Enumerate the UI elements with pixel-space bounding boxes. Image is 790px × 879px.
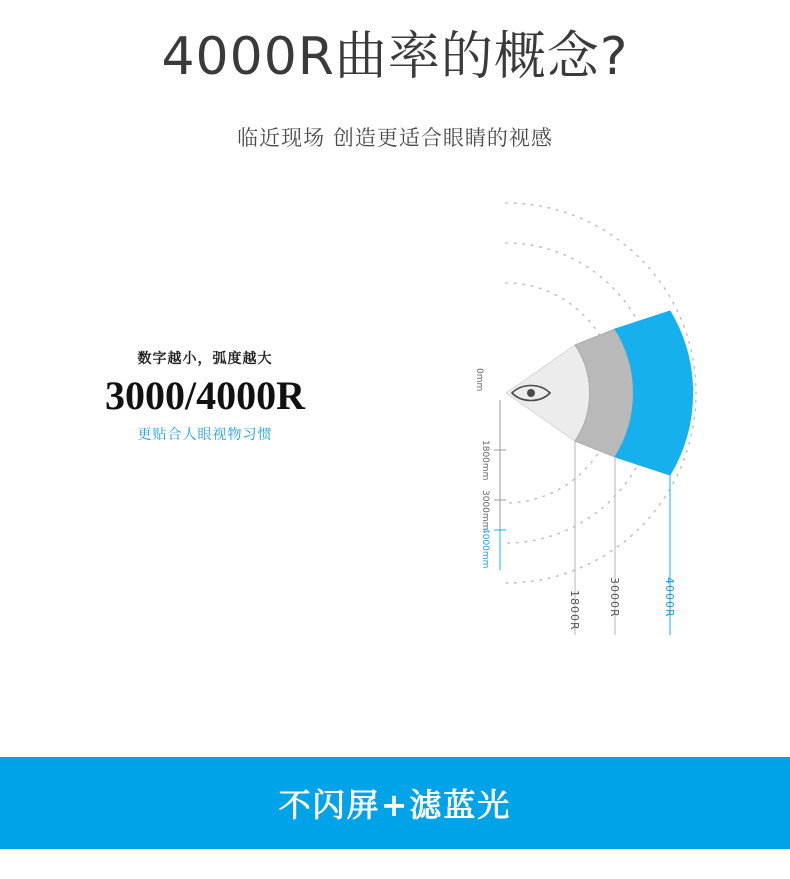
distance-label-4000mm: 4000mm	[480, 528, 490, 569]
radius-label-1800r: 1800R	[568, 590, 581, 631]
curvature-note: 数字越小，弧度越大	[137, 351, 273, 367]
radius-label-4000r: 4000R	[663, 577, 676, 618]
curvature-diagram	[430, 185, 770, 685]
wedge-1800r	[506, 345, 590, 441]
left-text-block	[70, 348, 340, 444]
page-subtitle: 临近现场 创造更适合眼睛的视感	[237, 126, 553, 150]
bottom-banner	[0, 757, 790, 849]
page-title: 4000R曲率的概念?	[161, 27, 629, 87]
radius-label-3000r: 3000R	[608, 577, 621, 618]
origin-label: 0mm	[474, 368, 484, 392]
curvature-diagram-svg	[430, 185, 770, 685]
distance-label-1800mm: 1800mm	[480, 440, 490, 481]
curvature-benefit: 更贴合人眼视物习惯	[137, 427, 273, 443]
banner-text: 不闪屏+滤蓝光	[278, 786, 512, 824]
distance-label-3000mm: 3000mm	[480, 490, 490, 531]
curvature-value: 3000/4000R	[105, 373, 305, 418]
